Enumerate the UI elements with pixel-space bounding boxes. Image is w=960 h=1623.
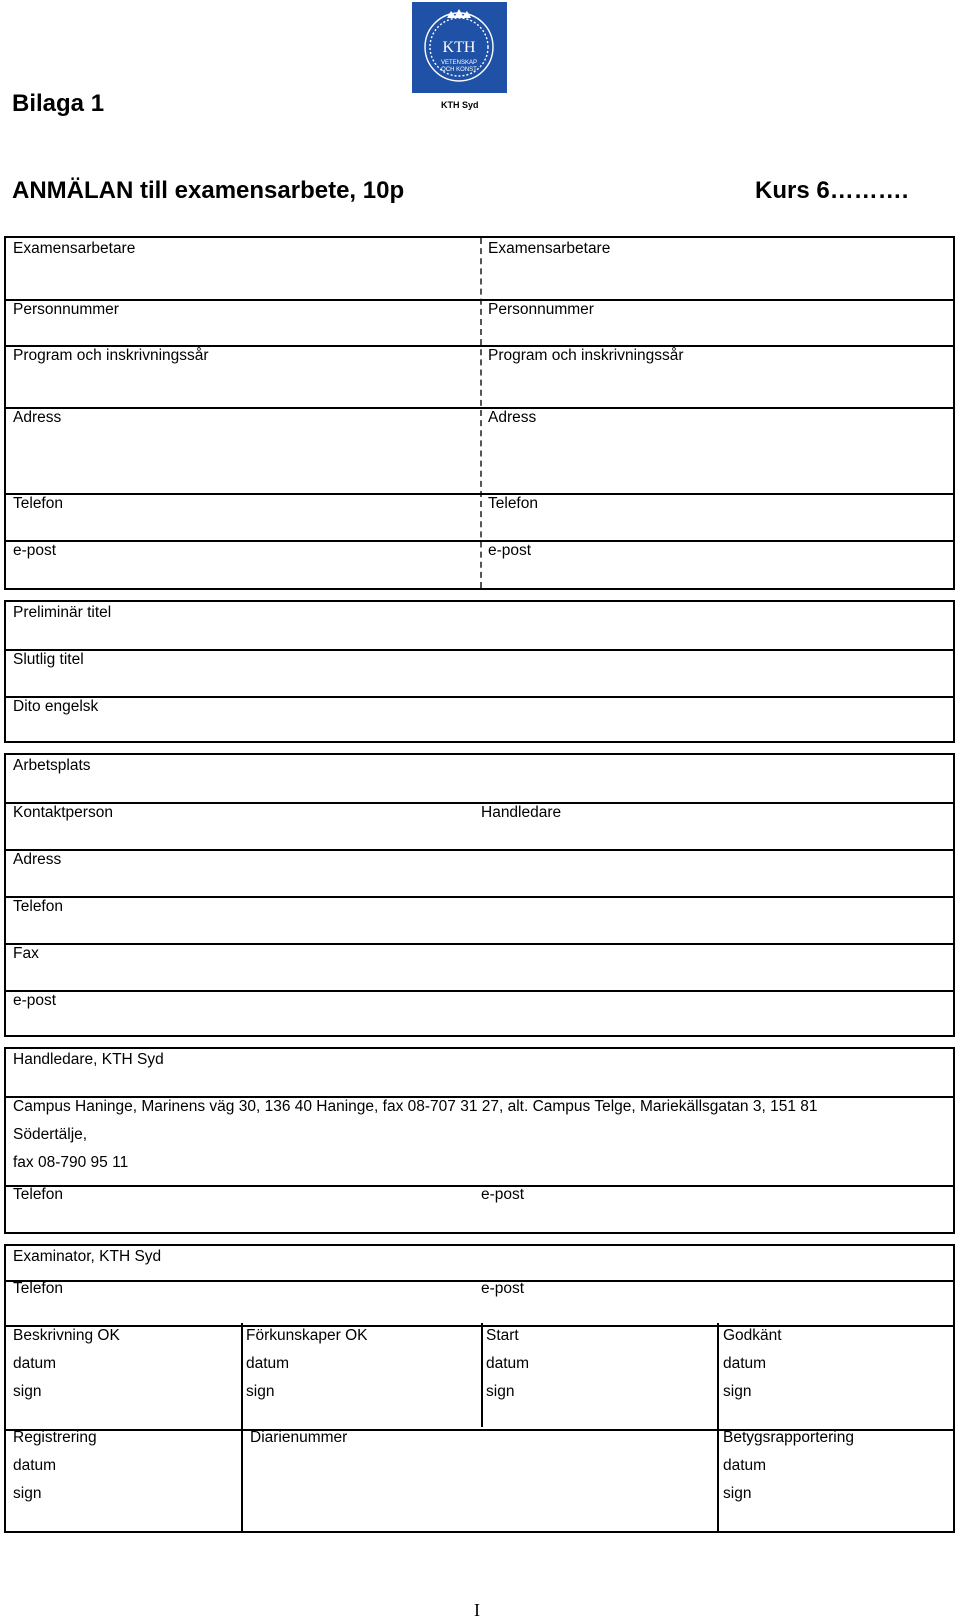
appendix-heading: Bilaga 1 bbox=[12, 90, 105, 117]
approval-sign-field[interactable]: sign bbox=[13, 1383, 42, 1400]
divider bbox=[6, 407, 953, 409]
campus-info-line: Campus Haninge, Marinens väg 30, 136 40 Haninge, fax 08-707 31 27, alt. Campus Telge, Mariekällsgatan 3, 151 81 bbox=[13, 1098, 818, 1115]
divider bbox=[481, 1323, 483, 1427]
student2-address-field[interactable]: Adress bbox=[488, 409, 537, 426]
svg-text:VETENSKAP: VETENSKAP bbox=[440, 60, 478, 66]
kth-logo bbox=[412, 2, 507, 93]
column-divider bbox=[480, 238, 482, 588]
divider bbox=[6, 696, 953, 698]
divider bbox=[6, 540, 953, 542]
student1-email-field[interactable]: e-post bbox=[13, 542, 57, 559]
divider bbox=[6, 1185, 953, 1187]
titles-section bbox=[4, 600, 955, 743]
page-number: I bbox=[474, 1600, 480, 1620]
kth-crest-icon bbox=[412, 2, 507, 93]
approval-title: Start bbox=[486, 1327, 519, 1344]
approval-date-field[interactable]: datum bbox=[723, 1355, 767, 1372]
examiner-field[interactable]: Examinator, KTH Syd bbox=[13, 1248, 162, 1265]
workplace-section bbox=[4, 753, 955, 1037]
english-title-field[interactable]: Dito engelsk bbox=[13, 698, 99, 715]
approval-title: Förkunskaper OK bbox=[246, 1327, 368, 1344]
approval-sign-field[interactable]: sign bbox=[246, 1383, 275, 1400]
divider bbox=[241, 1323, 243, 1533]
course-label: Kurs 6………. bbox=[755, 177, 909, 204]
student1-name-field[interactable]: Examensarbetare bbox=[13, 240, 136, 257]
approval-date-field[interactable]: datum bbox=[486, 1355, 530, 1372]
divider bbox=[717, 1323, 719, 1533]
student1-phone-field[interactable]: Telefon bbox=[13, 495, 63, 512]
approvals-grid bbox=[4, 1323, 955, 1533]
divider bbox=[6, 493, 953, 495]
student2-id-field[interactable]: Personnummer bbox=[488, 301, 594, 318]
examiner-email-field[interactable]: e-post bbox=[481, 1280, 525, 1297]
campus-info-line: fax 08-790 95 11 bbox=[13, 1154, 129, 1171]
form-title: ANMÄLAN till examensarbete, 10p bbox=[12, 177, 405, 204]
contact-person-field[interactable]: Kontaktperson bbox=[13, 804, 113, 821]
logo-caption: KTH Syd bbox=[441, 100, 479, 110]
divider bbox=[6, 649, 953, 651]
kth-supervisor-section bbox=[4, 1047, 955, 1234]
divider bbox=[6, 1280, 953, 1282]
workplace-supervisor-field[interactable]: Handledare bbox=[481, 804, 562, 821]
divider bbox=[6, 896, 953, 898]
student2-phone-field[interactable]: Telefon bbox=[488, 495, 538, 512]
approval-date-field[interactable]: datum bbox=[246, 1355, 290, 1372]
students-section bbox=[4, 236, 955, 590]
preliminary-title-field[interactable]: Preliminär titel bbox=[13, 604, 112, 621]
grading-date-field[interactable]: datum bbox=[723, 1457, 767, 1474]
divider bbox=[6, 802, 953, 804]
final-title-field[interactable]: Slutlig titel bbox=[13, 651, 84, 668]
student1-id-field[interactable]: Personnummer bbox=[13, 301, 119, 318]
workplace-field[interactable]: Arbetsplats bbox=[13, 757, 91, 774]
divider bbox=[6, 299, 953, 301]
grading-title: Betygsrapportering bbox=[723, 1429, 854, 1446]
student1-program-field[interactable]: Program och inskrivningssår bbox=[13, 347, 209, 364]
student2-program-field[interactable]: Program och inskrivningssår bbox=[488, 347, 684, 364]
svg-text:KTH: KTH bbox=[442, 39, 476, 56]
approval-title: Godkänt bbox=[723, 1327, 782, 1344]
diary-number-field[interactable]: Diarienummer bbox=[250, 1429, 348, 1446]
student2-email-field[interactable]: e-post bbox=[488, 542, 532, 559]
divider bbox=[6, 943, 953, 945]
kth-supervisor-phone-field[interactable]: Telefon bbox=[13, 1186, 63, 1203]
student2-name-field[interactable]: Examensarbetare bbox=[488, 240, 611, 257]
workplace-fax-field[interactable]: Fax bbox=[13, 945, 39, 962]
approval-title: Beskrivning OK bbox=[13, 1327, 120, 1344]
divider bbox=[6, 849, 953, 851]
workplace-email-field[interactable]: e-post bbox=[13, 992, 57, 1009]
campus-info-line: Södertälje, bbox=[13, 1126, 88, 1143]
examiner-phone-field[interactable]: Telefon bbox=[13, 1280, 63, 1297]
registration-title: Registrering bbox=[13, 1429, 97, 1446]
workplace-address-field[interactable]: Adress bbox=[13, 851, 62, 868]
kth-supervisor-field[interactable]: Handledare, KTH Syd bbox=[13, 1051, 164, 1068]
approval-sign-field[interactable]: sign bbox=[486, 1383, 515, 1400]
registration-date-field[interactable]: datum bbox=[13, 1457, 57, 1474]
approval-date-field[interactable]: datum bbox=[13, 1355, 57, 1372]
registration-sign-field[interactable]: sign bbox=[13, 1485, 42, 1502]
workplace-phone-field[interactable]: Telefon bbox=[13, 898, 63, 915]
divider bbox=[6, 990, 953, 992]
approval-sign-field[interactable]: sign bbox=[723, 1383, 752, 1400]
svg-text:OCH KONST: OCH KONST bbox=[441, 67, 477, 73]
student1-address-field[interactable]: Adress bbox=[13, 409, 62, 426]
kth-supervisor-email-field[interactable]: e-post bbox=[481, 1186, 525, 1203]
grading-sign-field[interactable]: sign bbox=[723, 1485, 752, 1502]
